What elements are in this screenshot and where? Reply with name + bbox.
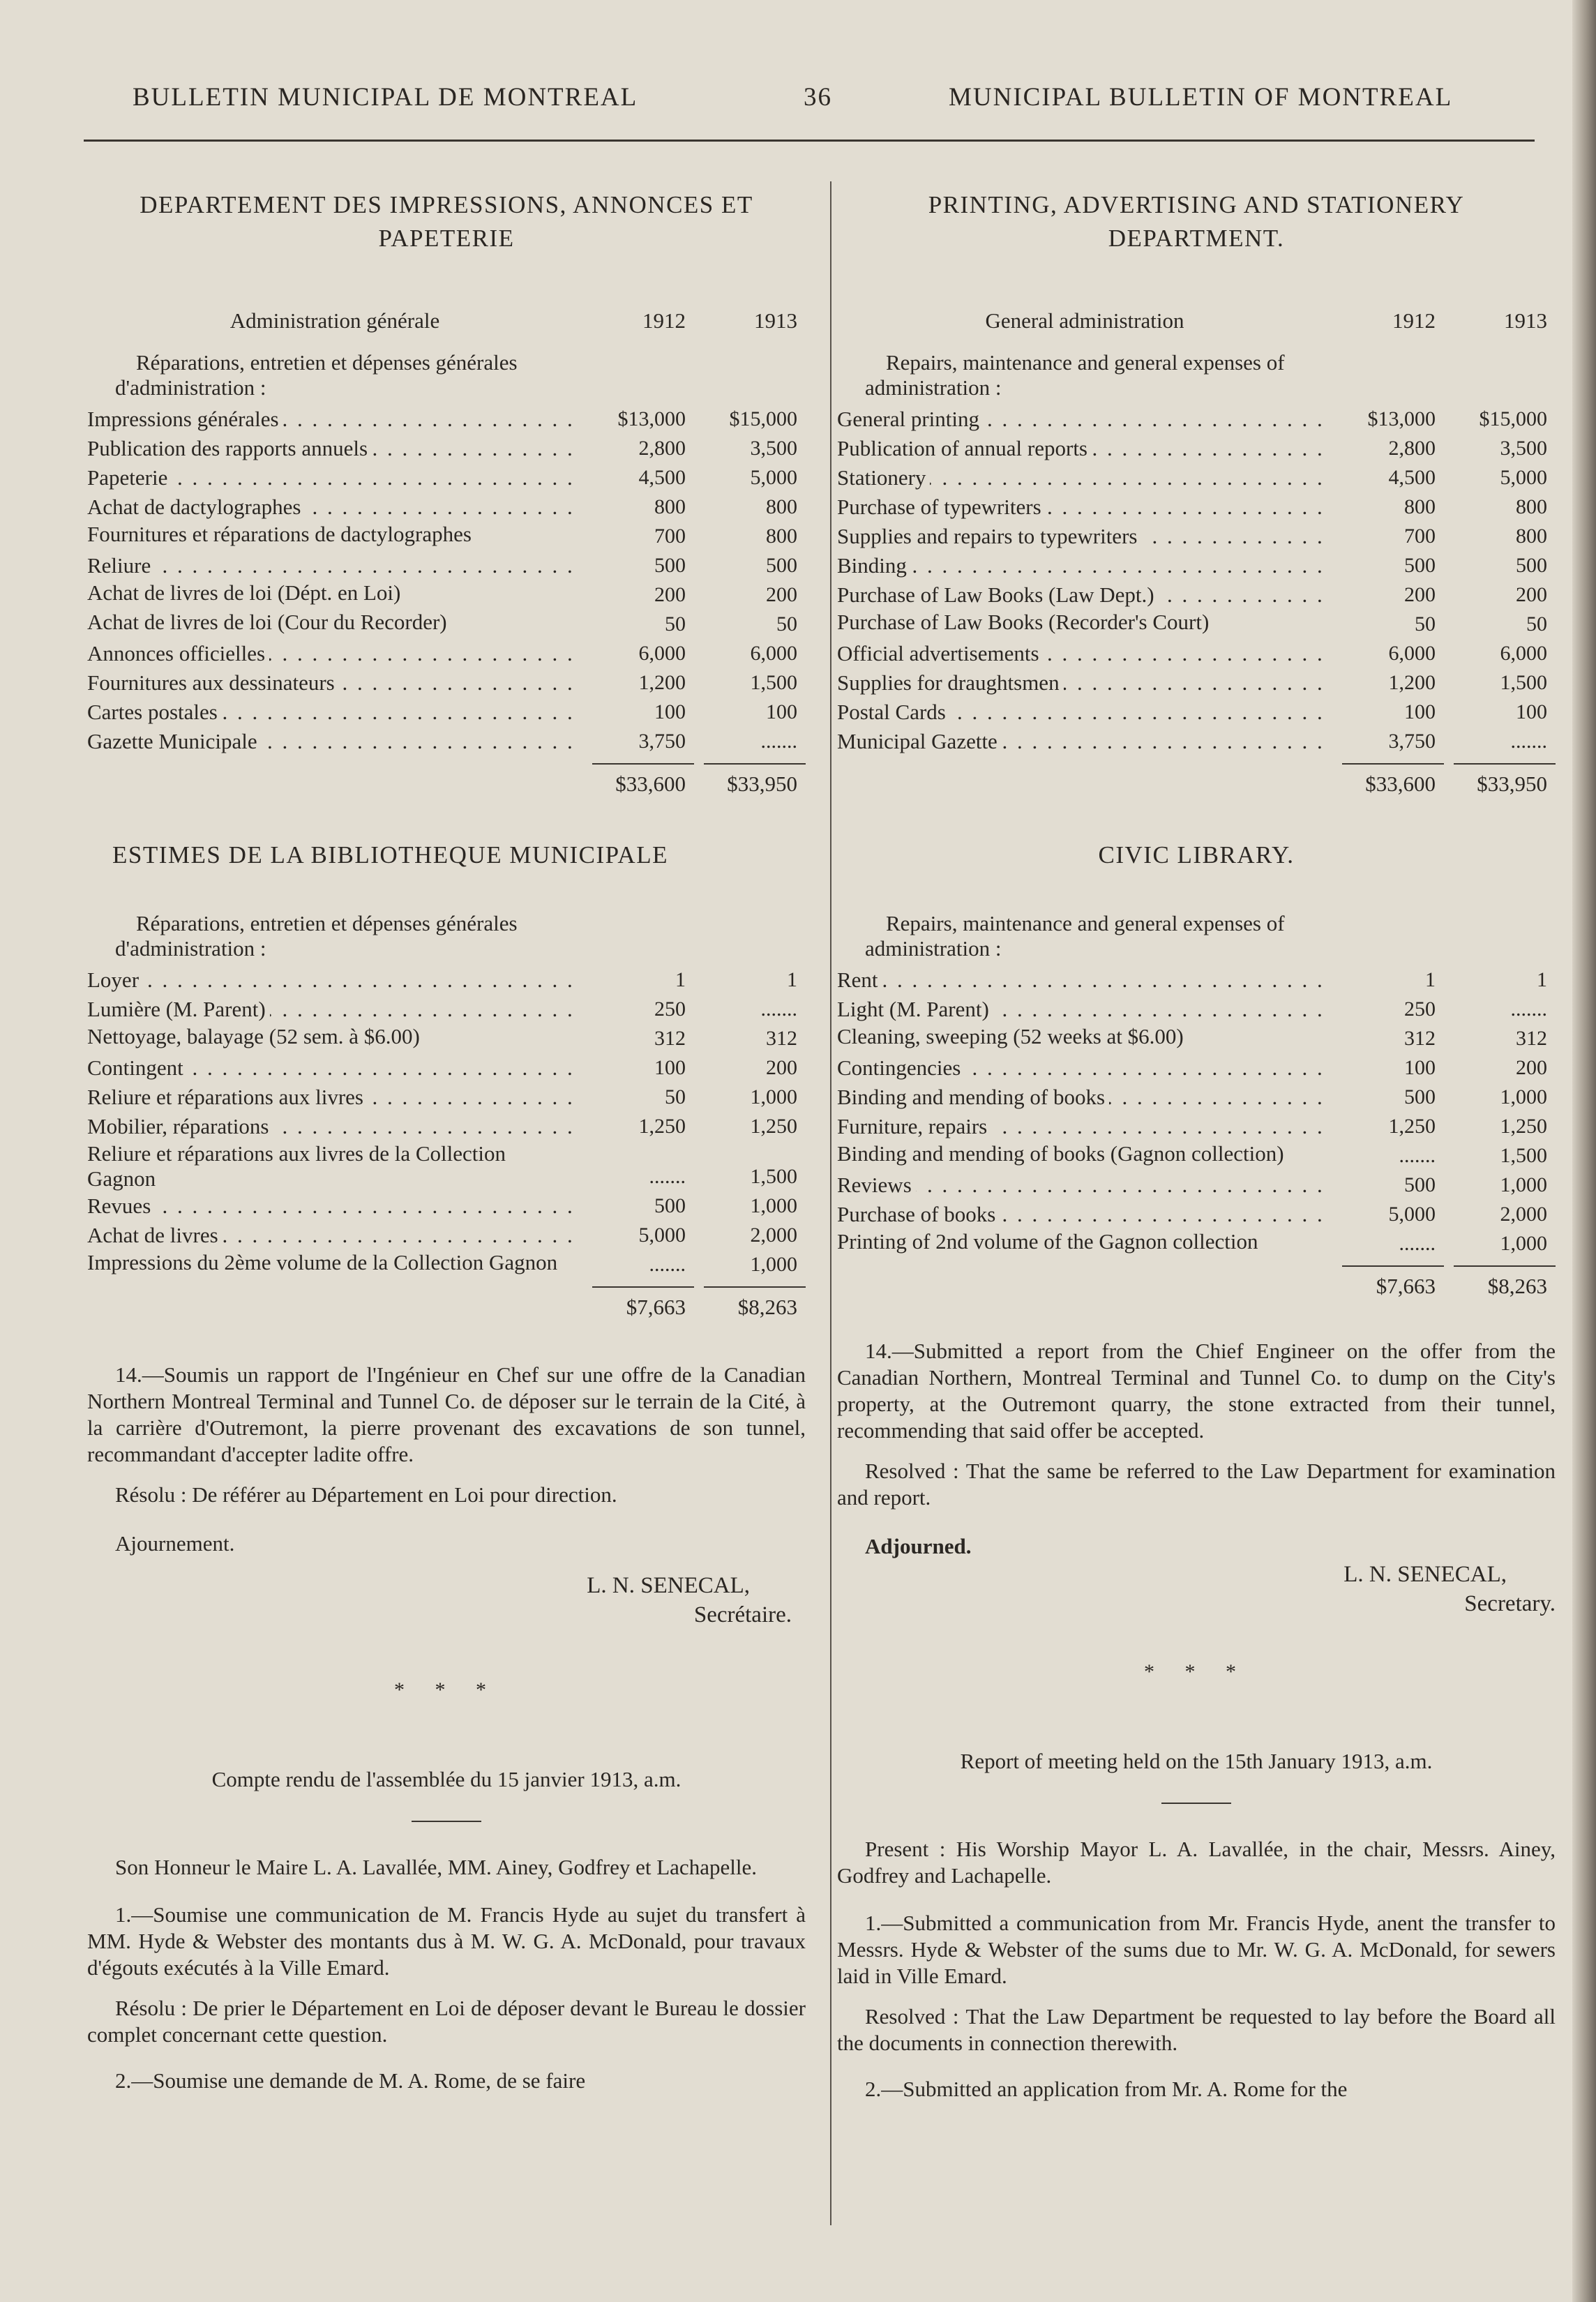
- estimate-value-1913: 500: [1516, 554, 1547, 577]
- library-totals-fr: [87, 1286, 806, 1320]
- estimate-value-1913: $15,000: [1479, 407, 1547, 430]
- estimate-value-1913: 1: [787, 968, 797, 991]
- estimate-row: [87, 1191, 806, 1221]
- estimate-row-label: [87, 639, 582, 668]
- item-2-en: 2.—Submitted an application from Mr. A. Rome for the: [865, 2077, 1348, 2101]
- estimate-row-label-text: Reliure et réparations aux livres: [87, 1085, 368, 1109]
- estimate-row-label-text: Cleaning, sweeping (52 weeks at $6.00): [837, 1024, 1188, 1048]
- estimate-row-label-text: Revues: [87, 1194, 155, 1218]
- signature-name-en: L. N. SENECAL,: [1343, 1562, 1507, 1587]
- estimate-row-label-text: Achat de livres de loi (Dépt. en Loi): [87, 580, 405, 605]
- estimate-row-label: [837, 995, 1332, 1024]
- estimate-value-1912: 100: [654, 700, 686, 723]
- library-subhead-fr: Réparations, entretien et dépenses générales d'administration :: [115, 911, 518, 961]
- estimate-row-label: [837, 698, 1332, 727]
- estimate-row-label: [837, 1200, 1332, 1229]
- present-en: Present : His Worship Mayor L. A. Lavallée, in the chair, Messrs. Ainey, Godfrey and Lachapelle.: [837, 1837, 1556, 1888]
- estimate-row: [837, 995, 1556, 1024]
- estimate-row-label-text: Contingent: [87, 1055, 188, 1080]
- estimate-row-label: [837, 522, 1332, 551]
- estimate-row-label-text: Lumière (M. Parent): [87, 997, 270, 1021]
- estimate-value-1912: 1,250: [1388, 1115, 1436, 1138]
- estimate-row-label: [837, 580, 1332, 610]
- estimate-row: [87, 668, 806, 698]
- estimate-value-1912: 5,000: [638, 1224, 686, 1247]
- estimate-row: [837, 1112, 1556, 1141]
- estimate-row: [837, 434, 1556, 463]
- estimate-row-label-text: Purchase of books: [837, 1202, 1000, 1226]
- estimate-value-1912: 700: [654, 525, 686, 548]
- estimate-value-1912: .......: [649, 1253, 686, 1276]
- printing-totals-fr: [87, 763, 806, 797]
- estimate-row-label-text: Purchase of typewriters: [837, 495, 1046, 519]
- estimate-value-1912: 5,000: [1388, 1203, 1436, 1226]
- estimate-row-label: [837, 965, 1332, 995]
- estimate-value-1912: 2,800: [1388, 437, 1436, 460]
- item-1-fr: 1.—Soumise une communication de M. Francis Hyde au sujet du transfert à MM. Hyde & Webster des montants dus à M. W. G. A. McDonald, pour travaux d'égouts exécutés à la Ville Emard.: [87, 1902, 806, 1980]
- french-column: [87, 188, 806, 2225]
- estimate-row: [87, 727, 806, 756]
- estimate-value-1912: 250: [654, 998, 686, 1021]
- meeting-title-en: Report of meeting held on the 15th January 1913, a.m.: [960, 1749, 1433, 1773]
- printing-rows-fr: [87, 405, 806, 756]
- estimate-row: [837, 1200, 1556, 1229]
- estimate-row: [837, 1141, 1556, 1171]
- estimate-row-label-text: Reviews: [837, 1173, 916, 1197]
- estimate-value-1912: 50: [665, 1085, 686, 1108]
- estimate-row: [87, 522, 806, 551]
- resolved-1-en: Resolved : That the Law Department be requested to lay before the Board all the documents in connection therewith.: [837, 2004, 1556, 2055]
- printing-title-fr-line2: PAPETERIE: [378, 225, 515, 252]
- estimate-row: [87, 639, 806, 668]
- estimate-row-label-text: Binding: [837, 553, 911, 578]
- estimate-row-label: [837, 463, 1332, 492]
- estimate-value-1913: 200: [1516, 583, 1547, 606]
- estimate-row-label: [837, 405, 1332, 434]
- estimate-row: [87, 434, 806, 463]
- estimate-row-label: [87, 463, 582, 492]
- estimate-row-label: [837, 727, 1332, 756]
- estimate-row-label: [837, 551, 1332, 580]
- running-head: [84, 82, 1535, 124]
- estimate-row-label-text: Fournitures aux dessinateurs: [87, 670, 339, 695]
- estimate-row-label-text: Official advertisements: [837, 641, 1044, 665]
- estimate-row-label: [837, 1171, 1332, 1200]
- total-1912: $7,663: [592, 1286, 694, 1320]
- estimate-row: [87, 965, 806, 995]
- estimate-row-label-text: Binding and mending of books: [837, 1085, 1109, 1109]
- estimate-value-1913: 200: [1516, 1056, 1547, 1079]
- estimate-row-label-text: Publication des rapports annuels: [87, 436, 372, 460]
- estimate-value-1913: 1,500: [750, 671, 797, 694]
- estimate-row: [837, 965, 1556, 995]
- estimate-value-1913: 1,000: [750, 1253, 797, 1276]
- estimate-value-1913: 1,500: [1500, 1144, 1547, 1167]
- estimate-row-label: [87, 1191, 582, 1221]
- header-left-title: BULLETIN MUNICIPAL DE MONTREAL: [133, 83, 638, 112]
- estimate-row-label: [87, 1024, 582, 1053]
- estimate-value-1912: 1: [675, 968, 686, 991]
- estimate-value-1913: 1,250: [750, 1115, 797, 1138]
- printing-subhead-en: Repairs, maintenance and general expenses of administration :: [865, 350, 1285, 400]
- estimate-row-label-text: Light (M. Parent): [837, 997, 993, 1021]
- estimate-row-label: [87, 727, 582, 756]
- estimate-row: [837, 1024, 1556, 1053]
- estimate-row: [87, 1221, 806, 1250]
- estimate-row: [87, 1250, 806, 1279]
- estimate-value-1912: 100: [1404, 700, 1436, 723]
- short-rule-en: [1161, 1803, 1231, 1804]
- estimate-row: [837, 727, 1556, 756]
- estimate-row: [837, 463, 1556, 492]
- estimate-value-1912: 3,750: [1388, 730, 1436, 753]
- estimate-value-1913: 50: [1526, 612, 1547, 635]
- estimate-value-1912: 200: [1404, 583, 1436, 606]
- estimate-row: [837, 492, 1556, 522]
- estimate-row-label-text: General printing: [837, 407, 984, 431]
- estimate-value-1913: 800: [766, 525, 797, 548]
- estimate-row-label-text: Postal Cards: [837, 700, 950, 724]
- printing-title-en-line1: PRINTING, ADVERTISING AND STATIONERY: [928, 191, 1465, 218]
- estimate-row: [87, 580, 806, 610]
- year-1913-fr: 1913: [754, 308, 797, 333]
- estimate-value-1913: 1,000: [750, 1085, 797, 1108]
- estimate-value-1912: 200: [654, 583, 686, 606]
- resolved-14-en: Resolved : That the same be referred to the Law Department for examination and report.: [837, 1459, 1556, 1510]
- page-number: 36: [804, 83, 832, 112]
- estimate-row-label: [87, 1083, 582, 1112]
- estimate-value-1912: 1,200: [638, 671, 686, 694]
- estimate-value-1912: 100: [1404, 1056, 1436, 1079]
- estimate-value-1912: 800: [654, 495, 686, 518]
- estimate-row: [87, 1083, 806, 1112]
- estimate-row-label-text: Impressions du 2ème volume de la Collection Gagnon: [87, 1250, 562, 1274]
- estimate-row-label-text: Reliure et réparations aux livres de la Collection Gagnon: [87, 1141, 506, 1191]
- estimate-row-label-text: Furniture, repairs: [837, 1114, 991, 1138]
- estimate-value-1913: .......: [760, 998, 797, 1021]
- estimate-value-1912: 1,200: [1388, 671, 1436, 694]
- total-1913: $8,263: [1454, 1265, 1556, 1299]
- estimate-value-1913: 312: [766, 1027, 797, 1050]
- estimate-row-label-text: Reliure: [87, 553, 155, 578]
- estimate-row: [837, 698, 1556, 727]
- estimate-value-1913: 5,000: [750, 466, 797, 489]
- library-totals-en: [837, 1265, 1556, 1299]
- item-14-fr: 14.—Soumis un rapport de l'Ingénieur en Chef sur une offre de la Canadian Northern Montreal Terminal and Tunnel Co. de déposer sur le terrain de la Cité, à la carrière d'Outremont, la pierre provenant des excavations de son tunnel, recommandant d'accepter ladite offre.: [87, 1362, 806, 1466]
- estimate-row-label: [87, 522, 582, 551]
- estimate-row-label: [837, 610, 1332, 639]
- total-1913: $8,263: [704, 1286, 806, 1320]
- estimate-row-label-text: Supplies and repairs to typewriters: [837, 524, 1141, 548]
- estimate-value-1913: 2,000: [1500, 1203, 1547, 1226]
- estimate-value-1913: 3,500: [1500, 437, 1547, 460]
- total-1912: $33,600: [1342, 763, 1444, 797]
- estimate-value-1913: 100: [1516, 700, 1547, 723]
- estimate-value-1913: 200: [766, 1056, 797, 1079]
- total-1913: $33,950: [704, 763, 806, 797]
- estimate-value-1912: $13,000: [1367, 407, 1436, 430]
- estimate-row-label: [837, 1053, 1332, 1083]
- estimate-value-1913: 800: [1516, 495, 1547, 518]
- estimate-row-label: [87, 668, 582, 698]
- item-14-en: 14.—Submitted a report from the Chief Engineer on the offer from the Canadian Northern, Montreal Terminal and Tunnel Co. to dump on the City's property, at the Outremont quarry, the stone extracted from their tunnel, recommending that said offer be accepted.: [837, 1339, 1556, 1443]
- library-subhead-en: Repairs, maintenance and general expenses of administration :: [865, 911, 1285, 961]
- estimate-row-label-text: Achat de livres: [87, 1223, 223, 1247]
- estimate-row-label: [87, 551, 582, 580]
- estimate-row-label: [87, 965, 582, 995]
- estimate-row: [87, 1024, 806, 1053]
- estimate-row: [87, 492, 806, 522]
- estimate-row: [87, 1141, 806, 1191]
- estimate-row: [87, 1053, 806, 1083]
- estimate-row-label: [87, 1221, 582, 1250]
- estimate-value-1913: .......: [1510, 998, 1547, 1021]
- estimate-row-label: [837, 639, 1332, 668]
- estimate-value-1913: .......: [1510, 730, 1547, 753]
- estimate-row-label-text: Achat de dactylographes: [87, 495, 305, 519]
- estimate-row-label-text: Rent: [837, 968, 882, 992]
- estimate-value-1913: 1,000: [750, 1194, 797, 1217]
- estimate-row-label: [87, 995, 582, 1024]
- estimate-value-1913: 312: [1516, 1027, 1547, 1050]
- estimate-value-1912: 100: [654, 1056, 686, 1079]
- estimate-row-label-text: Papeterie: [87, 465, 172, 490]
- estimate-value-1912: 6,000: [638, 642, 686, 665]
- library-title-en: CIVIC LIBRARY.: [1098, 841, 1295, 868]
- estimate-value-1913: 1,000: [1500, 1173, 1547, 1196]
- estimate-row: [837, 1229, 1556, 1258]
- estimate-row-label: [837, 434, 1332, 463]
- printing-title-en-line2: DEPARTMENT.: [1108, 225, 1285, 252]
- english-column: [837, 188, 1556, 2225]
- estimate-value-1913: 1: [1537, 968, 1547, 991]
- estimate-row: [837, 610, 1556, 639]
- estimate-value-1913: 1,250: [1500, 1115, 1547, 1138]
- estimate-row-label: [837, 492, 1332, 522]
- separator-stars-en: * * *: [1144, 1660, 1249, 1683]
- estimate-value-1913: 800: [766, 495, 797, 518]
- estimate-row: [87, 1112, 806, 1141]
- estimate-row-label-text: Municipal Gazette: [837, 729, 1002, 753]
- estimate-value-1913: 200: [766, 583, 797, 606]
- estimate-row-label-text: Achat de livres de loi (Cour du Recorder): [87, 610, 451, 634]
- estimate-row-label: [87, 610, 582, 639]
- estimate-value-1913: .......: [760, 730, 797, 753]
- estimate-row-label-text: Fournitures et réparations de dactylographes: [87, 522, 476, 546]
- estimate-value-1912: 500: [1404, 1085, 1436, 1108]
- estimate-row-label-text: Impressions générales: [87, 407, 283, 431]
- estimate-row: [837, 580, 1556, 610]
- estimate-value-1913: 6,000: [750, 642, 797, 665]
- estimate-value-1912: 4,500: [1388, 466, 1436, 489]
- signature-name-fr: L. N. SENECAL,: [587, 1573, 750, 1598]
- estimate-value-1912: 4,500: [638, 466, 686, 489]
- library-title-fr: ESTIMES DE LA BIBLIOTHEQUE MUNICIPALE: [112, 841, 668, 868]
- estimate-value-1912: .......: [1399, 1232, 1436, 1255]
- estimate-row: [837, 668, 1556, 698]
- printing-title-en: [837, 188, 1556, 255]
- estimate-row-label-text: Publication of annual reports: [837, 436, 1092, 460]
- estimate-value-1912: 500: [1404, 1173, 1436, 1196]
- estimate-row: [837, 639, 1556, 668]
- estimate-value-1913: 3,500: [750, 437, 797, 460]
- estimate-row-label: [87, 1112, 582, 1141]
- total-1913: $33,950: [1454, 763, 1556, 797]
- estimate-value-1913: 1,000: [1500, 1085, 1547, 1108]
- estimate-value-1912: 6,000: [1388, 642, 1436, 665]
- estimate-row: [87, 610, 806, 639]
- estimate-value-1912: 1: [1425, 968, 1436, 991]
- estimate-value-1912: 500: [1404, 554, 1436, 577]
- page-edge-shadow: [1572, 0, 1596, 2302]
- estimate-value-1913: 800: [1516, 525, 1547, 548]
- library-rows-en: [837, 965, 1556, 1258]
- estimate-row-label: [87, 492, 582, 522]
- estimate-header-en: [837, 307, 1556, 335]
- printing-totals-en: [837, 763, 1556, 797]
- estimate-row-label: [837, 1141, 1332, 1171]
- estimate-value-1912: 50: [1415, 612, 1436, 635]
- estimate-row: [837, 1083, 1556, 1112]
- estimate-value-1913: 100: [766, 700, 797, 723]
- estimate-row-label-text: Stationery: [837, 465, 930, 490]
- signature-title-en: Secretary.: [1464, 1591, 1556, 1616]
- estimate-row: [837, 1053, 1556, 1083]
- estimate-value-1913: 6,000: [1500, 642, 1547, 665]
- estimate-row-label: [87, 1141, 582, 1191]
- col-label-en: General administration: [985, 308, 1184, 333]
- estimate-row-label-text: Mobilier, réparations: [87, 1114, 273, 1138]
- estimate-value-1912: 3,750: [638, 730, 686, 753]
- estimate-row: [837, 1171, 1556, 1200]
- estimate-row-label-text: Purchase of Law Books (Law Dept.): [837, 582, 1159, 607]
- short-rule-fr: [412, 1821, 481, 1822]
- header-rule: [84, 140, 1535, 142]
- estimate-row-label-text: Contingencies: [837, 1055, 965, 1080]
- library-rows-fr: [87, 965, 806, 1279]
- estimate-row-label-text: Purchase of Law Books (Recorder's Court): [837, 610, 1213, 634]
- printing-title-fr: [87, 188, 806, 255]
- estimate-row: [87, 463, 806, 492]
- col-label-fr: Administration générale: [229, 308, 440, 333]
- estimate-row-label-text: Annonces officielles: [87, 641, 269, 665]
- year-1913-en: 1913: [1504, 308, 1547, 333]
- estimate-value-1912: 50: [665, 612, 686, 635]
- estimate-row-label: [87, 434, 582, 463]
- estimate-row: [87, 698, 806, 727]
- estimate-row-label: [837, 1229, 1332, 1258]
- estimate-value-1912: 700: [1404, 525, 1436, 548]
- estimate-value-1912: 1,250: [638, 1115, 686, 1138]
- estimate-row-label: [837, 1112, 1332, 1141]
- estimate-row: [87, 405, 806, 434]
- estimate-row-label: [837, 1024, 1332, 1053]
- total-1912: $7,663: [1342, 1265, 1444, 1299]
- estimate-row-label: [87, 1250, 582, 1279]
- estimate-row-label-text: Binding and mending of books (Gagnon collection): [837, 1141, 1288, 1166]
- resolu-14-fr: Résolu : De référer au Département en Loi pour direction.: [115, 1482, 617, 1507]
- year-1912-fr: 1912: [642, 308, 686, 333]
- estimate-value-1912: 2,800: [638, 437, 686, 460]
- estimate-value-1913: $15,000: [729, 407, 797, 430]
- estimate-row-label-text: Loyer: [87, 968, 143, 992]
- estimate-value-1913: 5,000: [1500, 466, 1547, 489]
- estimate-value-1913: 2,000: [750, 1224, 797, 1247]
- estimate-row-label: [87, 698, 582, 727]
- adjourned-en: Adjourned.: [865, 1534, 972, 1558]
- header-right-title: MUNICIPAL BULLETIN OF MONTREAL: [949, 83, 1453, 112]
- column-divider: [830, 181, 831, 2225]
- estimate-row-label: [837, 668, 1332, 698]
- estimate-value-1913: 500: [766, 554, 797, 577]
- estimate-row: [87, 551, 806, 580]
- separator-stars-fr: * * *: [394, 1678, 499, 1701]
- estimate-row: [837, 405, 1556, 434]
- estimate-value-1912: .......: [1399, 1144, 1436, 1167]
- item-2-fr: 2.—Soumise une demande de M. A. Rome, de se faire: [115, 2068, 586, 2093]
- meeting-title-fr: Compte rendu de l'assemblée du 15 janvier 1913, a.m.: [211, 1767, 682, 1791]
- estimate-value-1913: 1,500: [1500, 671, 1547, 694]
- estimate-value-1912: 500: [654, 1194, 686, 1217]
- estimate-value-1912: 312: [1404, 1027, 1436, 1050]
- estimate-row-label-text: Nettoyage, balayage (52 sem. à $6.00): [87, 1024, 424, 1048]
- adjournment-fr: Ajournement.: [115, 1531, 235, 1556]
- estimate-row-label: [837, 1083, 1332, 1112]
- printing-title-fr-line1: DEPARTEMENT DES IMPRESSIONS, ANNONCES ET: [140, 191, 753, 218]
- printing-subhead-fr: Réparations, entretien et dépenses générales d'administration :: [115, 350, 518, 400]
- estimate-value-1913: 50: [776, 612, 797, 635]
- present-fr: Son Honneur le Maire L. A. Lavallée, MM. Ainey, Godfrey et Lachapelle.: [115, 1855, 757, 1879]
- estimate-row-label: [87, 1053, 582, 1083]
- printing-rows-en: [837, 405, 1556, 756]
- estimate-value-1912: 250: [1404, 998, 1436, 1021]
- estimate-value-1913: 1,000: [1500, 1232, 1547, 1255]
- year-1912-en: 1912: [1392, 308, 1436, 333]
- estimate-row-label: [87, 405, 582, 434]
- estimate-row-label-text: Supplies for draughtsmen: [837, 670, 1064, 695]
- estimate-row-label: [87, 580, 582, 610]
- estimate-value-1912: $13,000: [617, 407, 686, 430]
- estimate-value-1912: 500: [654, 554, 686, 577]
- estimate-row-label-text: Printing of 2nd volume of the Gagnon collection: [837, 1229, 1263, 1254]
- total-1912: $33,600: [592, 763, 694, 797]
- estimate-row-label-text: Gazette Municipale: [87, 729, 262, 753]
- estimate-value-1912: 312: [654, 1027, 686, 1050]
- estimate-row: [87, 995, 806, 1024]
- estimate-value-1913: 1,500: [750, 1165, 797, 1188]
- estimate-header-fr: [87, 307, 806, 335]
- estimate-row: [837, 522, 1556, 551]
- resolu-1-fr: Résolu : De prier le Département en Loi de déposer devant le Bureau le dossier complet concernant cette question.: [87, 1996, 806, 2047]
- estimate-row-label-text: Cartes postales: [87, 700, 222, 724]
- item-1-en: 1.—Submitted a communication from Mr. Francis Hyde, anent the transfer to Messrs. Hyde & Webster of the sums due to Mr. W. G. A. McDonald, for sewers laid in Ville Emard.: [837, 1911, 1556, 1988]
- estimate-value-1912: 800: [1404, 495, 1436, 518]
- estimate-row: [837, 551, 1556, 580]
- estimate-value-1912: .......: [649, 1165, 686, 1188]
- signature-title-fr: Secrétaire.: [693, 1602, 792, 1627]
